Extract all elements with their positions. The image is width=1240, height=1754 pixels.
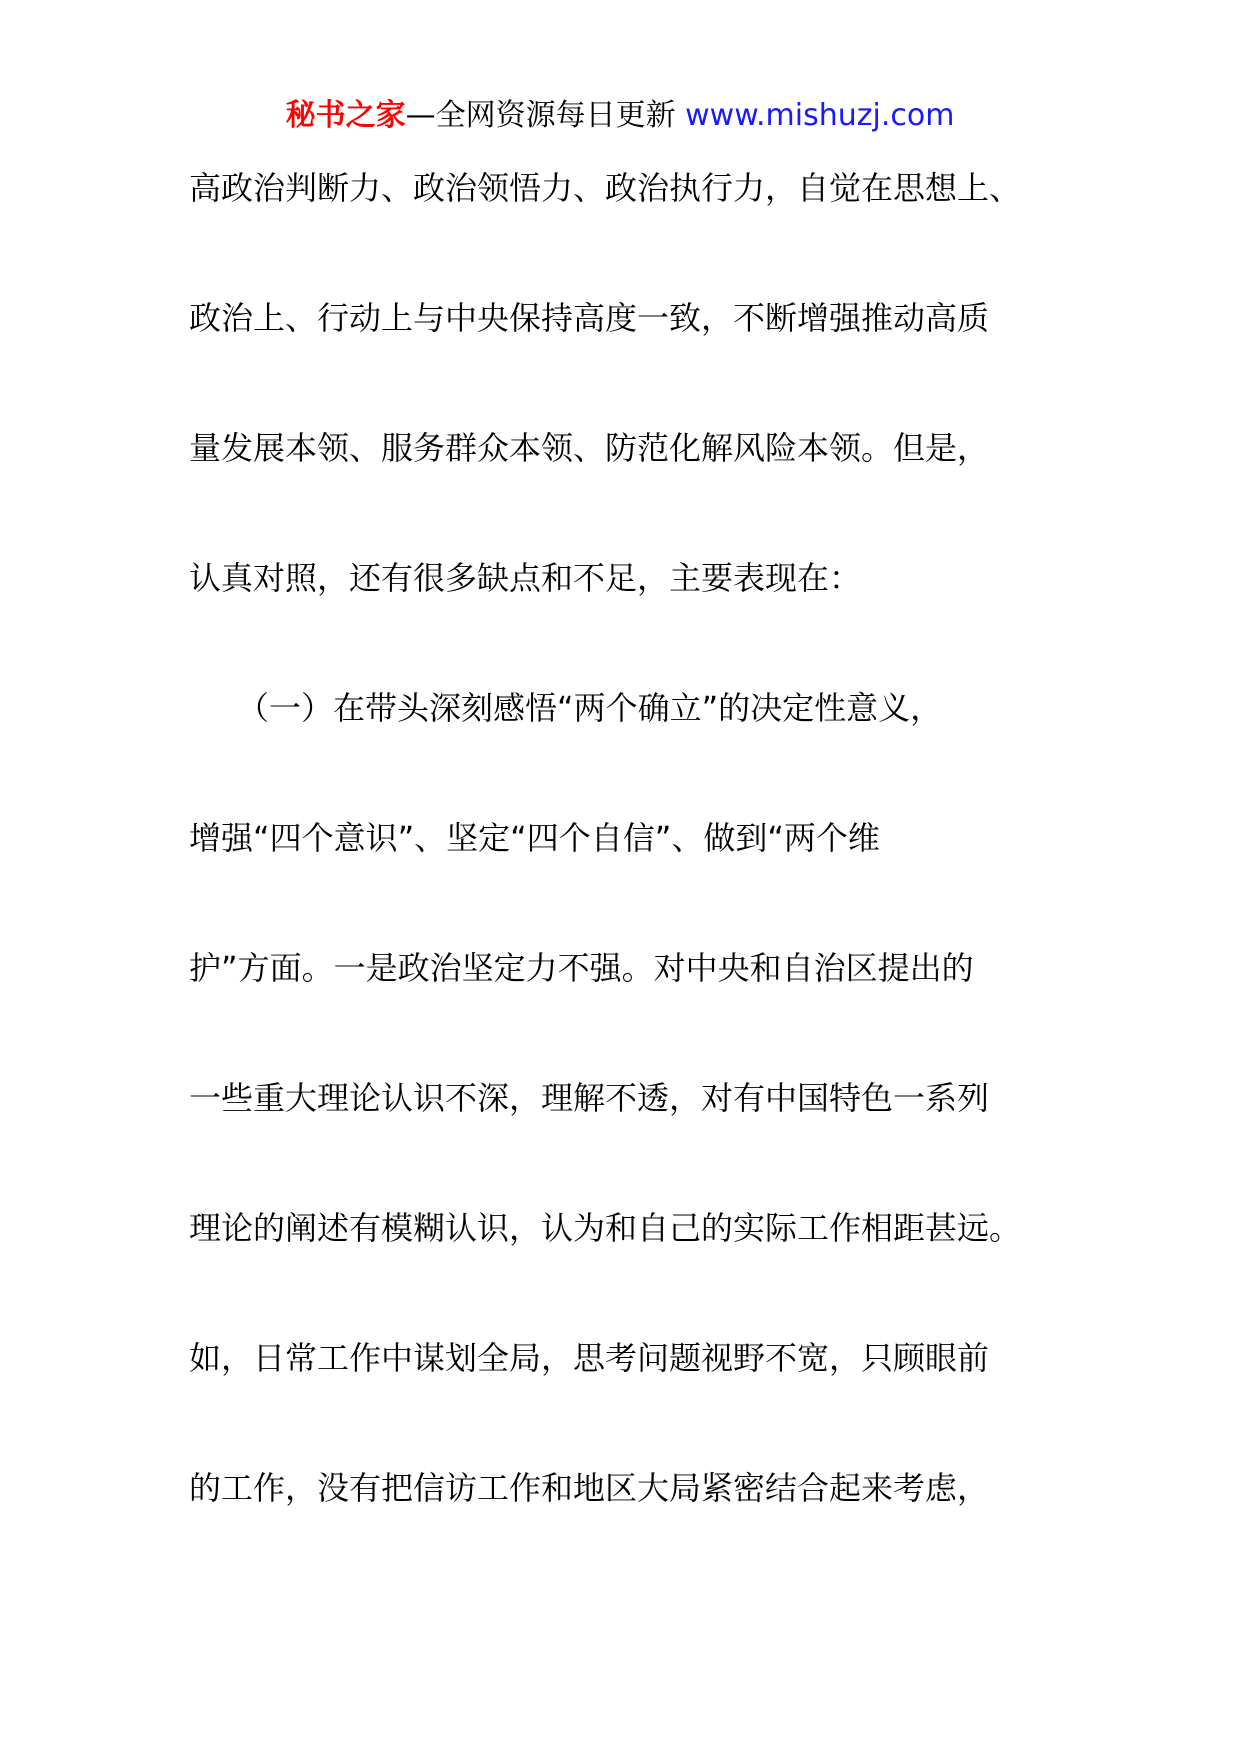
text-line: （一）在带头深刻感悟“两个确立”的决定性意义，: [189, 689, 943, 727]
site-url-link[interactable]: www.mishuzj.com: [685, 98, 955, 133]
text-line: 护”方面。一是政治坚定力不强。对中央和自治区提出的: [189, 949, 974, 987]
document-body: [189, 168, 1069, 1598]
text-line: 量发展本领、服务群众本领、防范化解风险本领。但是，: [189, 429, 990, 467]
text-line: 政治上、行动上与中央保持高度一致，不断增强推动高质: [189, 299, 990, 337]
text-line: 一些重大理论认识不深，理解不透，对有中国特色一系列: [189, 1079, 990, 1117]
text-line: 的工作，没有把信访工作和地区大局紧密结合起来考虑，: [189, 1469, 990, 1507]
text-line: 认真对照，还有很多缺点和不足，主要表现在：: [189, 559, 862, 597]
page-header: [0, 96, 1240, 136]
text-line: 高政治判断力、政治领悟力、政治执行力，自觉在思想上、: [189, 169, 1022, 207]
text-line: 增强“四个意识”、坚定“四个自信”、做到“两个维: [189, 819, 880, 857]
header-tagline: —全网资源每日更新: [405, 98, 686, 133]
text-line: 理论的阐述有模糊认识，认为和自己的实际工作相距甚远。: [189, 1209, 1022, 1247]
brand-name: 秘书之家: [285, 98, 406, 133]
text-line: 如，日常工作中谋划全局，思考问题视野不宽，只顾眼前: [189, 1339, 990, 1377]
